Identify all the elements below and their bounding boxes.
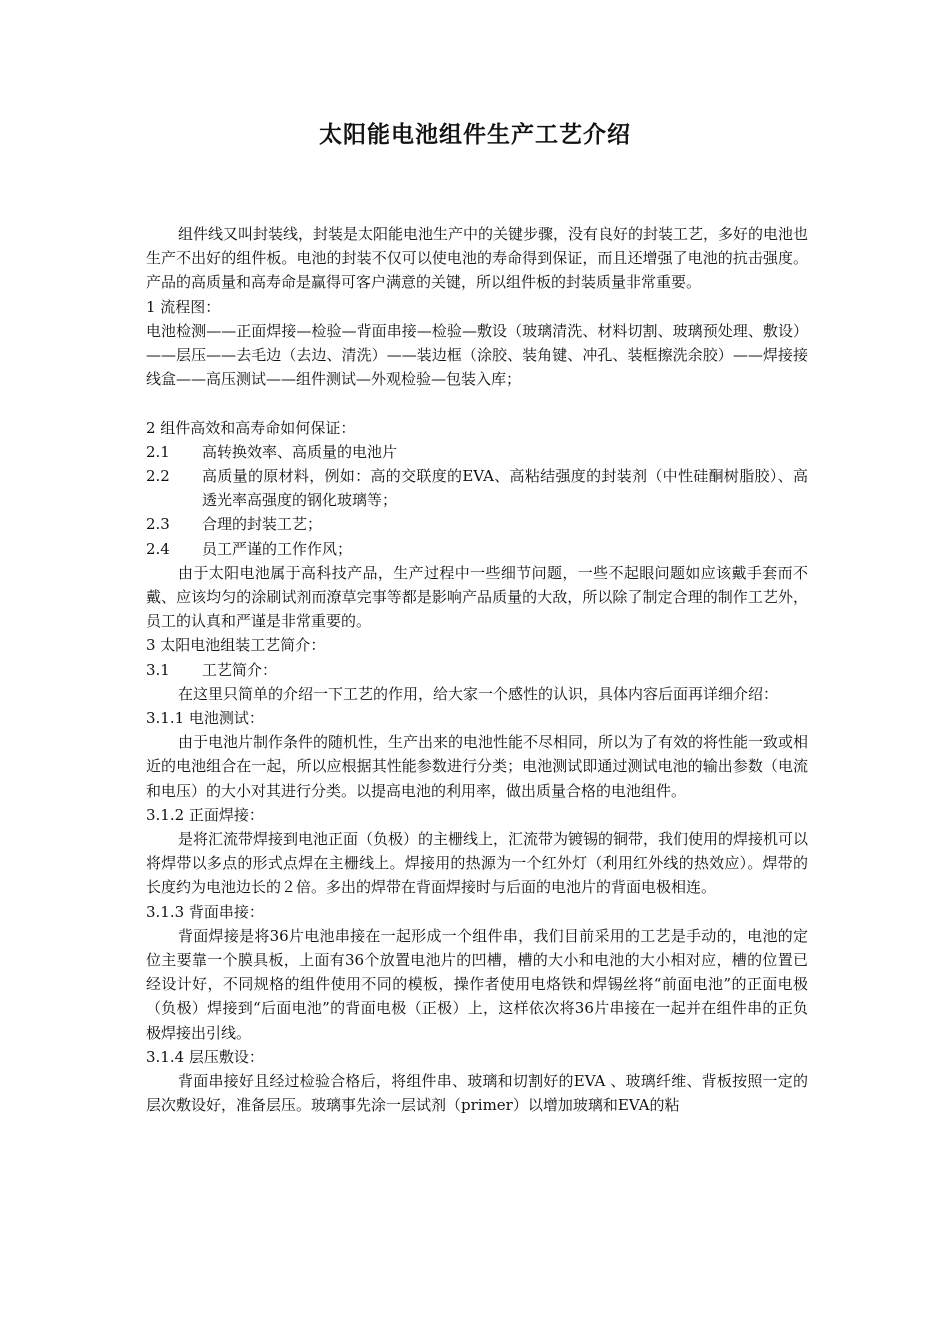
subsection-3-1-1-paragraph: 由于电池片制作条件的随机性，生产出来的电池性能不尽相同，所以为了有效的将性能一致或相近的电池组合在一起，所以应根据其性能参数进行分类；电池测试即通过测试电池的输出参数（电流和电压）的大小对其进行分类。以提高电池的利用率，做出质量合格的电池组件。 <box>146 733 809 800</box>
subsection-number: 3.1 <box>146 660 170 679</box>
document-body <box>146 222 808 1118</box>
subsection-3-1-4-heading: 3.1.4 层压敷设： <box>146 1047 264 1066</box>
subsection-3-1-3-paragraph: 背面焊接是将36片电池串接在一起形成一个组件串，我们目前采用的工艺是手动的，电池的定位主要靠一个膜具板，上面有36个放置电池片的凹槽，槽的大小和电池的大小相对应，槽的位置已经设计好，不同规格的组件使用不同的模板，操作者使用电烙铁和焊锡丝将“前面电池”的正面电极（负极）焊接到“后面电池”的背面电极（正极）上，这样依次将36片串接在一起并在组件串的正负极焊接出引线。 <box>146 926 808 1042</box>
subsection-3-1-1-heading: 3.1.1 电池测试： <box>146 709 264 728</box>
subsection-3-1-4-paragraph: 背面串接好且经过检验合格后，将组件串、玻璃和切割好的EVA 、玻璃纤维、背板按照一定的层次敷设好，准备层压。玻璃事先涂一层试剂（primer）以增加玻璃和EVA的粘 <box>146 1072 808 1115</box>
list-item <box>146 440 808 464</box>
document-title: 太阳能电池组件生产工艺介绍 <box>319 122 631 148</box>
list-item-number: 2.3 <box>146 515 170 534</box>
section-2-heading: 2 组件高效和高寿命如何保证： <box>146 418 356 437</box>
section-2-paragraph: 由于太阳电池属于高科技产品，生产过程中一些细节问题，一些不起眼问题如应该戴手套而不戴、应该均匀的涂刷试剂而潦草完事等都是影响产品质量的大敌，所以除了制定合理的制作工艺外，员工的认真和严谨是非常重要的。 <box>146 563 808 631</box>
list-item-number: 2.1 <box>146 442 170 461</box>
blank-line <box>146 391 808 415</box>
intro-paragraph: 组件线又叫封装线，封装是太阳能电池生产中的关键步骤，没有良好的封装工艺，多好的电池也生产不出好的组件板。电池的封装不仅可以使电池的寿命得到保证，而且还增强了电池的抗击强度。产品的高质量和高寿命是赢得可客户满意的关键，所以组件板的封装质量非常重要。 <box>146 225 809 292</box>
section-3-heading: 3 太阳电池组装工艺简介： <box>146 636 326 655</box>
process-flow-text: 电池检测——正面焊接—检验—背面串接—检验—敷设（玻璃清洗、材料切割、玻璃预处理、敷设）——层压——去毛边（去边、清洗）——装边框（涂胶、装角键、冲孔、装框擦洗余胶）——焊接接线盒——高压测试——组件测试—外观检验—包装入库； <box>146 321 808 389</box>
list-item-text: 员工严谨的工作作风； <box>202 539 353 558</box>
subsection-3-1-2-paragraph: 是将汇流带焊接到电池正面（负极）的主栅线上，汇流带为镀锡的铜带，我们使用的焊接机可以将焊带以多点的形式点焊在主栅线上。焊接用的热源为一个红外灯（利用红外线的热效应）。焊带的长度约为电池边长的２倍。多出的焊带在背面焊接时与后面的电池片的背面电极相连。 <box>146 830 809 897</box>
list-item-number: 2.2 <box>146 467 170 486</box>
subsection-3-1-heading <box>146 658 808 682</box>
list-item <box>146 512 808 536</box>
list-item-text: 高转换效率、高质量的电池片 <box>202 442 398 461</box>
subsection-3-1-2-heading: 3.1.2 正面焊接： <box>146 805 264 824</box>
section-1-heading: 1 流程图： <box>146 297 221 316</box>
list-item <box>146 464 808 512</box>
list-item-text: 高质量的原材料，例如：高的交联度的EVA、高粘结强度的封装剂（中性硅酮树脂胶）、高透光率高强度的钢化玻璃等； <box>202 467 808 510</box>
list-item-number: 2.4 <box>146 539 170 558</box>
subsection-title: 工艺简介： <box>202 660 278 679</box>
subsection-3-1-3-heading: 3.1.3 背面串接： <box>146 902 264 921</box>
subsection-3-1-paragraph: 在这里只简单的介绍一下工艺的作用，给大家一个感性的认识，具体内容后面再详细介绍： <box>178 684 779 703</box>
list-item <box>146 537 808 561</box>
list-item-text: 合理的封装工艺； <box>202 515 323 534</box>
